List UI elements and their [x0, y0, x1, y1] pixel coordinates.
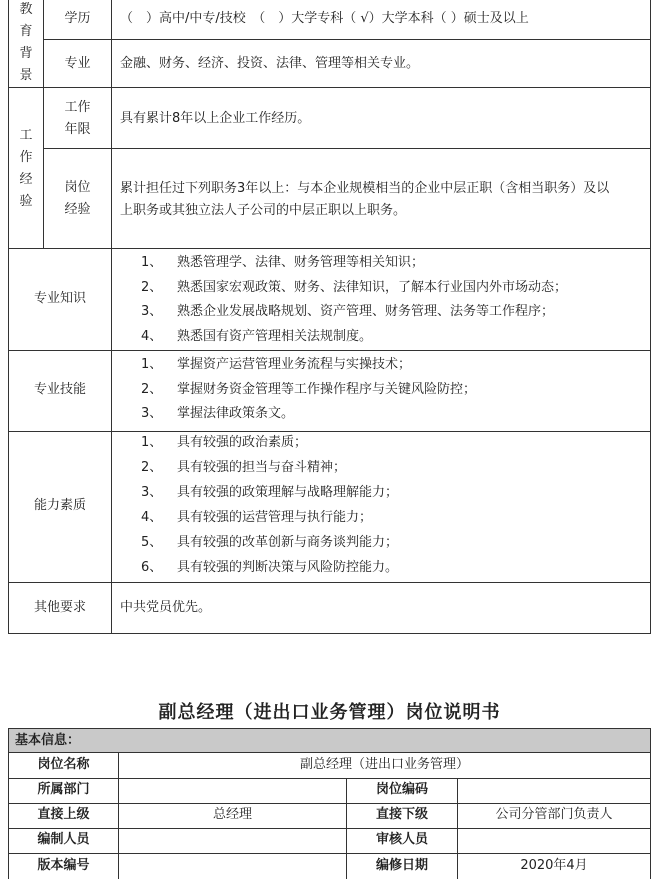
post-name-value: 副总经理（进出口业务管理） [299, 757, 469, 772]
other-label: 其他要求 [33, 600, 86, 615]
work-years-value: 具有累计8年以上企业工作经历。 [120, 111, 311, 126]
major-label: 专业 [64, 56, 91, 71]
subordinate-label: 直接下级 [375, 807, 428, 822]
superior-value: 总经理 [212, 807, 252, 822]
revision-date-value: 2020年4月 [520, 858, 588, 873]
post-code-label: 岗位编码 [375, 782, 428, 797]
post-name-label: 岗位名称 [37, 757, 90, 772]
list-item: 4、 具有较强的运营管理与执行能力； [141, 510, 373, 525]
list-item: 2、 熟悉国家宏观政策、财务、法律知识，了解本行业国内外市场动态； [141, 280, 568, 295]
subordinate-value: 公司分管部门负责人 [495, 807, 613, 822]
superior-label: 直接上级 [37, 807, 90, 822]
list-item: 2、 掌握财务资金管理等工作操作程序与关键风险防控； [141, 382, 477, 397]
list-item: 2、 具有较强的担当与奋斗精神； [141, 460, 347, 475]
reviewer-label: 审核人员 [375, 832, 428, 847]
list-item: 1、 具有较强的政治素质； [141, 435, 308, 450]
major-value: 金融、财务、经济、投资、法律、管理等相关专业。 [120, 56, 420, 71]
other-value: 中共党员优先。 [120, 600, 212, 615]
department-label: 所属部门 [37, 782, 90, 797]
list-item: 4、 熟悉国有资产管理相关法规制度。 [141, 329, 373, 344]
list-item: 1、 掌握资产运营管理业务流程与实操技术； [141, 357, 412, 372]
author-label: 编制人员 [37, 832, 90, 847]
basic-info-header-label: 基本信息： [15, 733, 81, 748]
document-title: 副总经理（进出口业务管理）岗位说明书 [158, 702, 501, 723]
degree-value: （ ）高中/中专/技校 （ ）大学专科（ √）大学本科（ ）硕士及以上 [120, 11, 529, 26]
abilities-label: 能力素质 [33, 498, 86, 513]
list-item: 5、 具有较强的改革创新与商务谈判能力； [141, 535, 399, 550]
degree-label: 学历 [64, 11, 91, 26]
knowledge-label: 专业知识 [33, 291, 86, 306]
list-item: 1、 熟悉管理学、法律、财务管理等相关知识； [141, 255, 425, 270]
list-item: 3、 掌握法律政策条文。 [141, 406, 295, 421]
list-item: 3、 具有较强的政策理解与战略理解能力； [141, 485, 399, 500]
version-label: 版本编号 [37, 858, 90, 873]
skills-label: 专业技能 [33, 382, 86, 397]
revision-date-label: 编修日期 [375, 858, 428, 873]
list-item: 3、 熟悉企业发展战略规划、资产管理、财务管理、法务等工作程序； [141, 304, 555, 319]
list-item: 6、 具有较强的判断决策与风险防控能力。 [141, 560, 399, 575]
basic-info-header [8, 729, 650, 752]
